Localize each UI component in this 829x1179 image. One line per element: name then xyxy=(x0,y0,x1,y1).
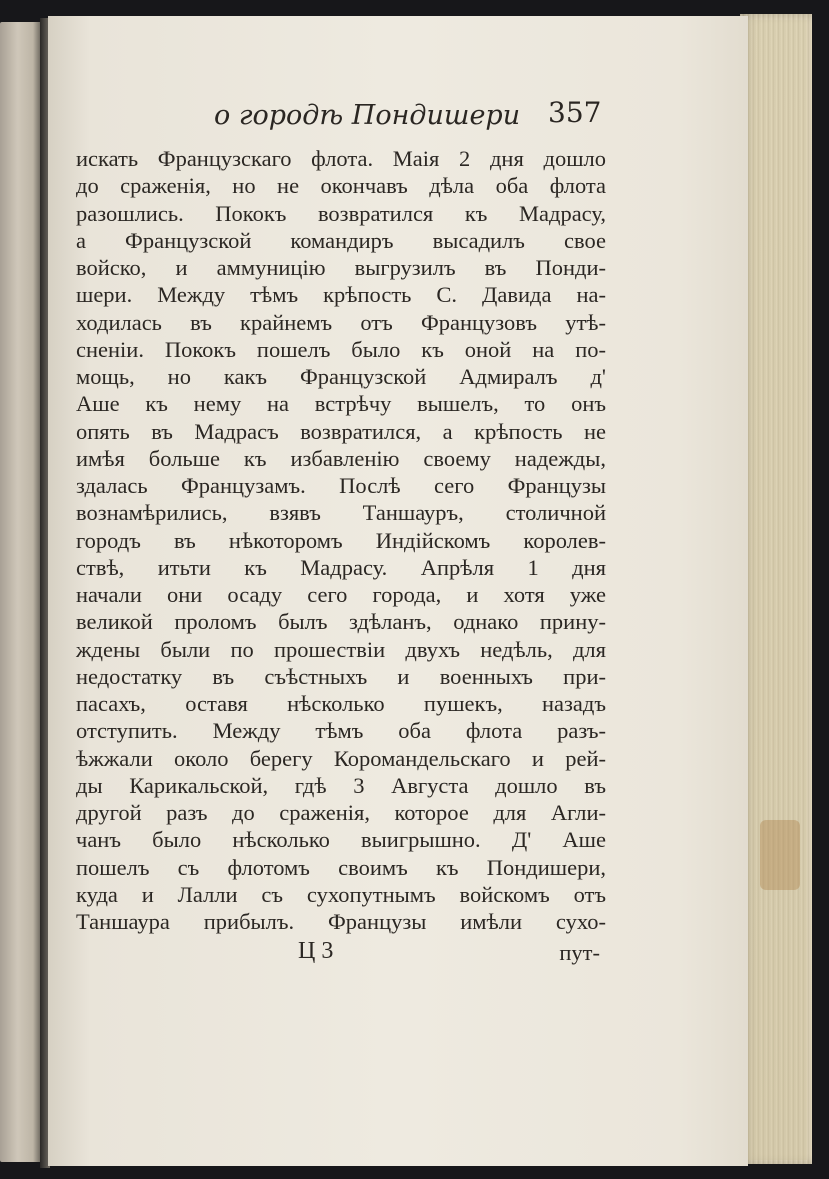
text-line: шери. Между тѣмъ крѣпость С. Давида на- xyxy=(76,282,606,308)
catchword: пут- xyxy=(559,940,600,965)
page-block-tint xyxy=(745,20,807,1160)
page-edge-stain xyxy=(760,820,800,890)
text-line: отступить. Между тѣмъ оба флота разъ- xyxy=(76,718,606,744)
text-line: начали они осаду сего города, и хотя уже xyxy=(76,582,606,607)
running-title: о городѣ Пондишери xyxy=(214,100,521,131)
body-text xyxy=(76,145,606,935)
signature-mark: Ц 3 xyxy=(298,938,334,964)
text-line: ждены были по прошествіи двухъ недѣль, для xyxy=(76,636,606,662)
text-line: ходилась въ крайнемъ отъ Французовъ утѣ- xyxy=(76,309,606,335)
text-line: имѣя больше къ избавленію своему надежды, xyxy=(76,445,606,471)
page-footer xyxy=(76,938,606,972)
text-line: искать Французскаго флота. Маія 2 дня дошло xyxy=(76,146,606,171)
text-line: чанъ было нѣсколько выигрышно. Д' Аше xyxy=(76,827,606,853)
text-line: разошлись. Пококъ возвратился къ Мадрасу, xyxy=(76,200,606,226)
page-number: 357 xyxy=(548,96,602,129)
text-line: куда и Лалли съ сухопутнымъ войскомъ отъ xyxy=(76,881,606,907)
text-line: здалась Французамъ. Послѣ сего Французы xyxy=(76,473,606,498)
text-line: великой проломъ былъ здѣланъ, однако прину- xyxy=(76,609,606,635)
text-line: Таншаура прибылъ. Французы имѣли сухо- xyxy=(76,909,606,934)
text-line: до сраженія, но не окончавъ дѣла оба флота xyxy=(76,173,606,199)
text-line: городъ въ нѣкоторомъ Индійскомъ королев- xyxy=(76,527,606,553)
text-line: пасахъ, оставя нѣсколько пушекъ, назадъ xyxy=(76,691,606,716)
text-line: войско, и аммуницію выгрузилъ въ Понди- xyxy=(76,255,606,280)
text-line: другой разъ до сраженія, которое для Агли- xyxy=(76,800,606,825)
text-line: мощь, но какъ Французской Адмиралъ д' xyxy=(76,364,606,389)
page-header xyxy=(80,96,602,140)
text-line: недостатку въ съѣстныхъ и военныхъ при- xyxy=(76,663,606,689)
text-line: вознамѣрились, взявъ Таншауръ, столичной xyxy=(76,500,606,526)
text-line: Аше къ нему на встрѣчу вышелъ, то онъ xyxy=(76,391,606,417)
text-line: ствѣ, итьти къ Мадрасу. Апрѣля 1 дня xyxy=(76,554,606,580)
text-line: а Французской командиръ высадилъ свое xyxy=(76,227,606,253)
text-line: ѣжжали около берегу Коромандельскаго и рей- xyxy=(76,745,606,771)
text-line: пошелъ съ флотомъ своимъ къ Пондишери, xyxy=(76,854,606,880)
left-page-edge xyxy=(0,22,44,1162)
text-line: опять въ Мадрасъ возвратился, а крѣпость не xyxy=(76,418,606,444)
text-line: сненіи. Пококъ пошелъ было къ оной на по- xyxy=(76,336,606,362)
text-line: ды Карикальской, гдѣ 3 Августа дошло въ xyxy=(76,772,606,798)
